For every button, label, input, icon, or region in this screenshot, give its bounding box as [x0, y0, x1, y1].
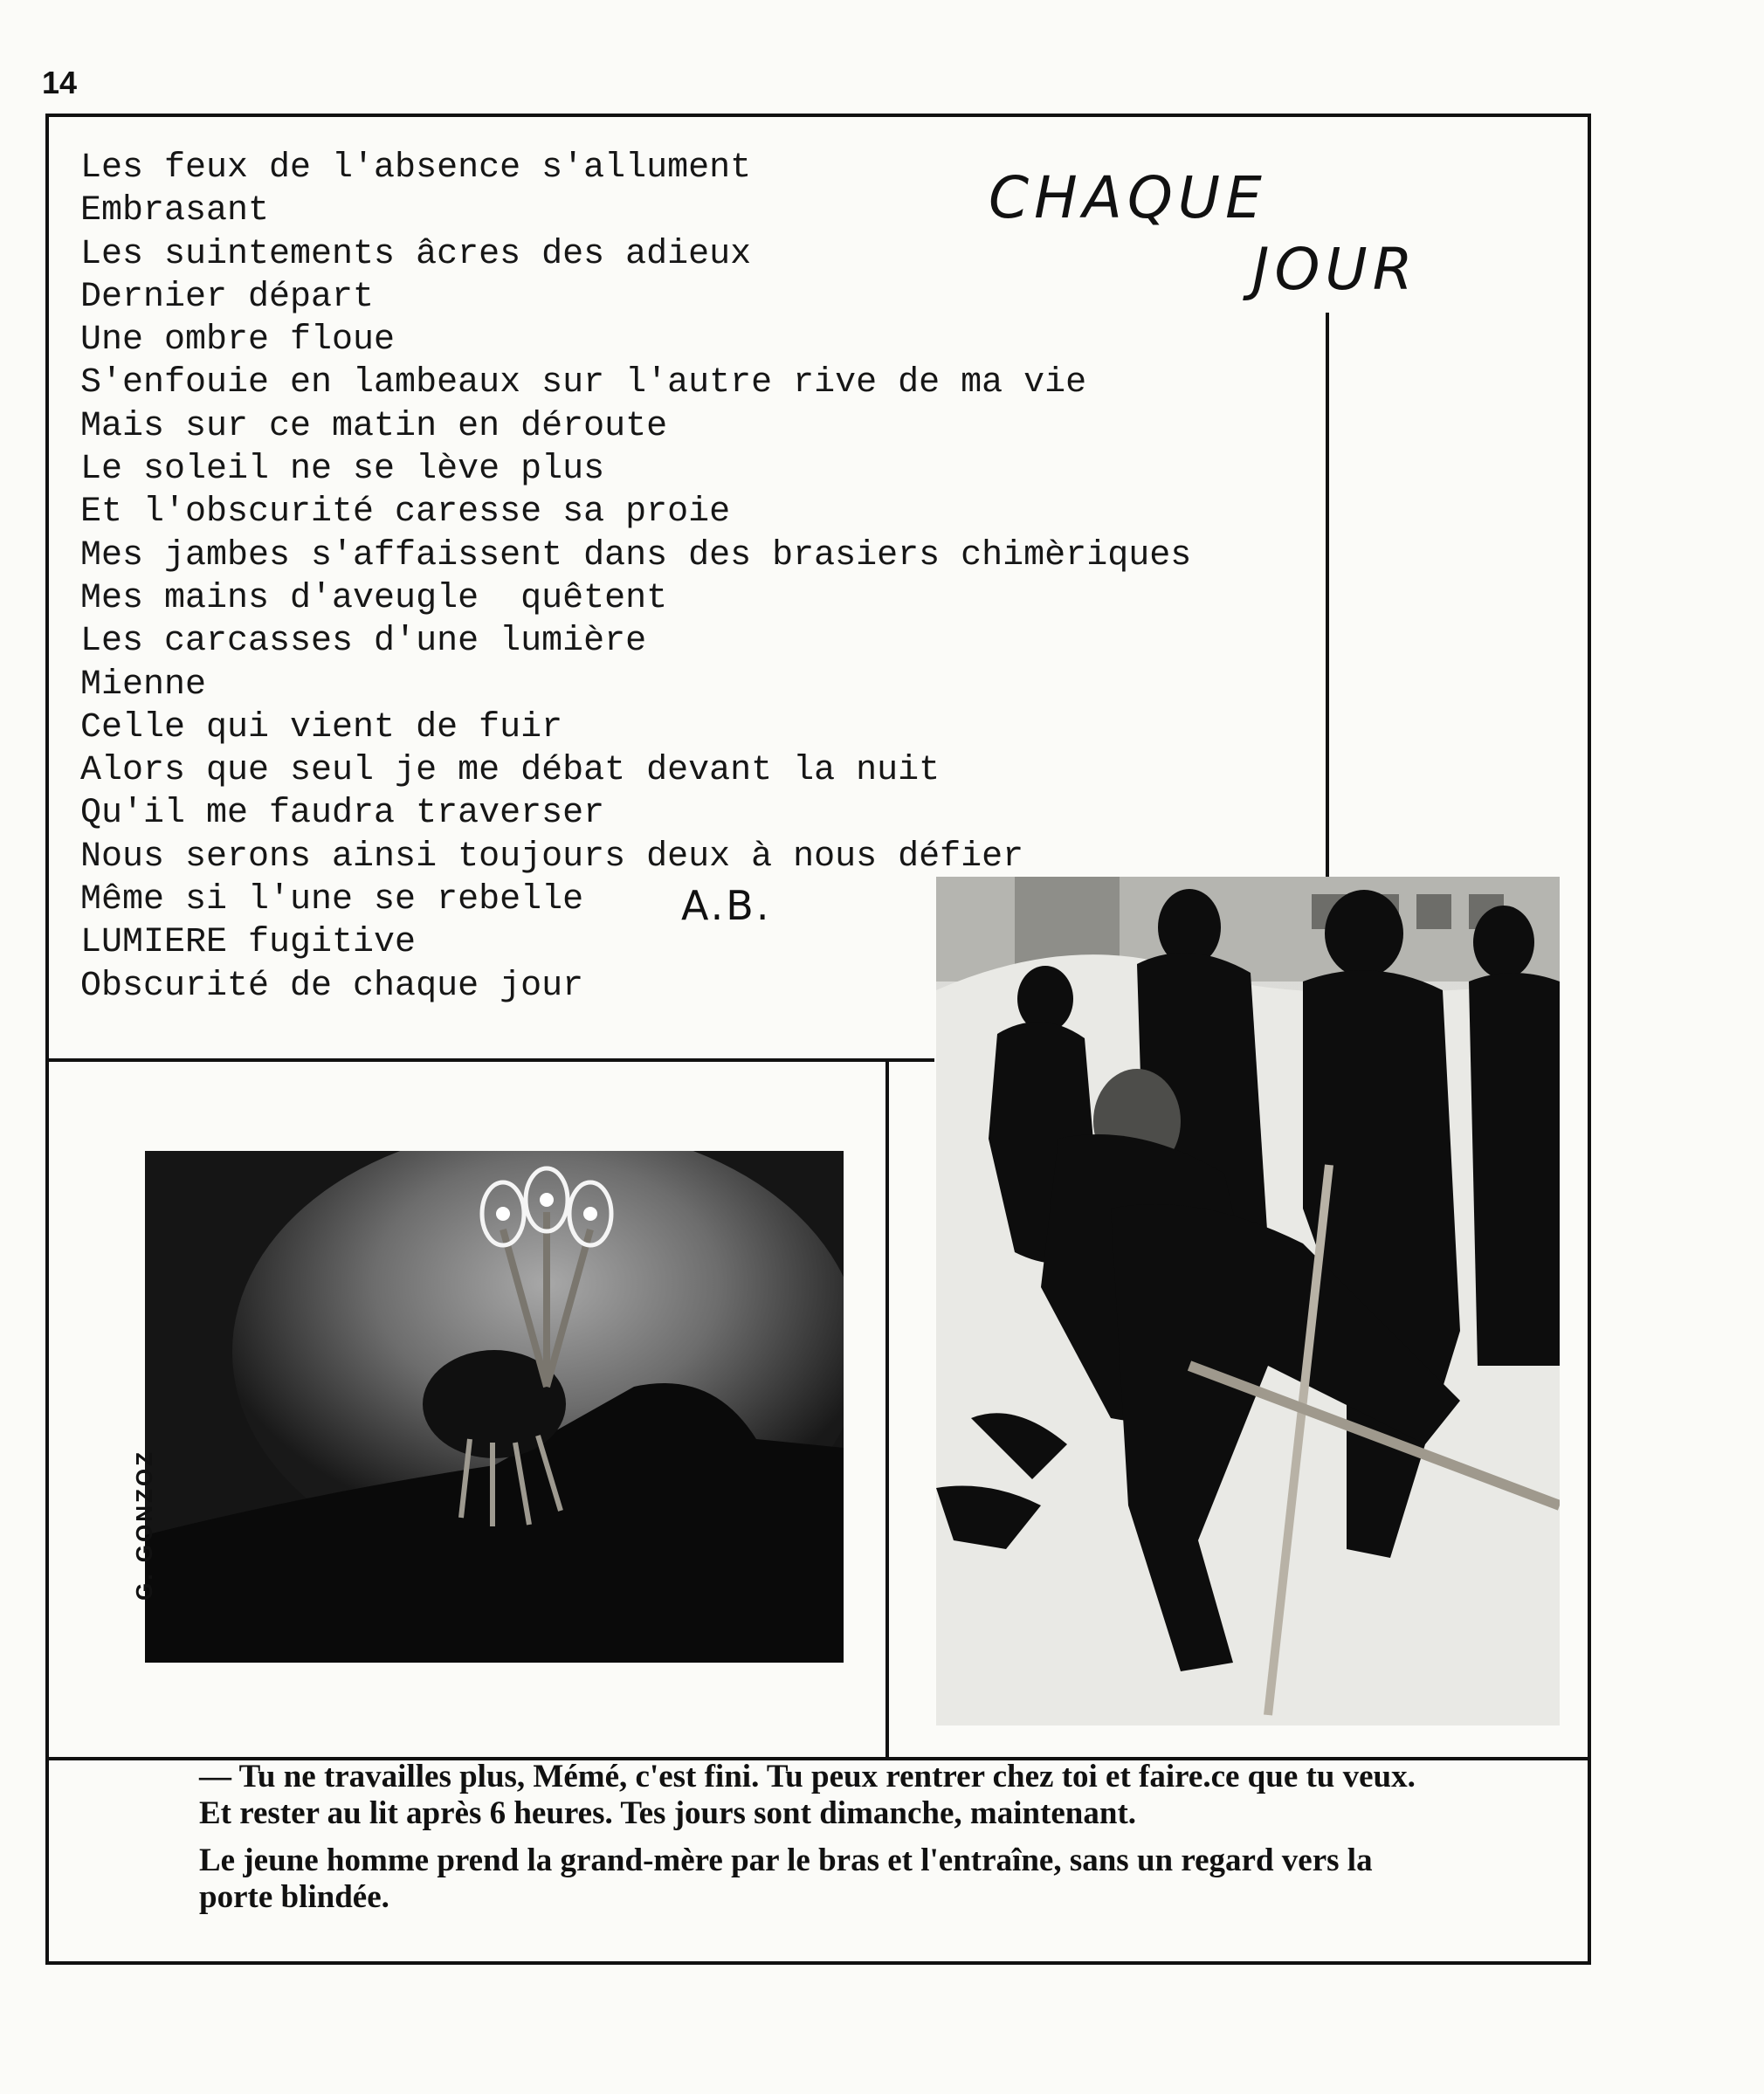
poem-line: Mes jambes s'affaissent dans des brasiers chimèriques — [80, 535, 1192, 575]
candle-creature-artwork — [145, 1151, 844, 1663]
title-divider — [1326, 313, 1329, 877]
poem-line: Mienne — [80, 665, 207, 705]
poem-line: Les suintements âcres des adieux — [80, 234, 752, 274]
poem-line: Embrasant — [80, 191, 270, 231]
page-number: 14 — [42, 65, 78, 100]
poem-line: Les carcasses d'une lumière — [80, 622, 647, 662]
prose-paragraph: Le jeune homme prend la grand-mère par le bras et l'entraîne, sans un regard vers la porte blindée. — [199, 1843, 1373, 1915]
poem-line: Mais sur ce matin en déroute — [80, 406, 668, 446]
poem-signature: A.B. — [681, 882, 772, 929]
artwork-signature: G. GONZOZ — [131, 1450, 157, 1601]
group-snow-photo — [936, 877, 1560, 1725]
poem-line: Qu'il me faudra traverser — [80, 794, 605, 834]
poem-line: Alors que seul je me débat devant la nuit — [80, 751, 941, 791]
prose-excerpt — [199, 1759, 1448, 1926]
poem-line: Celle qui vient de fuir — [80, 707, 563, 747]
poem-line: Et l'obscurité caresse sa proie — [80, 493, 731, 533]
image-divider — [885, 1062, 889, 1760]
poem-line: S'enfouie en lambeaux sur l'autre rive de ma vie — [80, 363, 1087, 403]
poem-line: Même si l'une se rebelle — [80, 880, 584, 920]
poem-line: Nous serons ainsi toujours deux à nous défier — [80, 837, 1024, 877]
poem-line: Mes mains d'aveugle quêtent — [80, 578, 668, 618]
prose-paragraph: — Tu ne travailles plus, Mémé, c'est fini. Tu peux rentrer chez toi et faire.ce que tu veux. Et rester au lit après 6 heures. Tes jours sont dimanche, maintenant. — [199, 1759, 1416, 1831]
poem-line: Le soleil ne se lève plus — [80, 450, 605, 490]
poem-line: Dernier départ — [80, 277, 375, 317]
poem-line: Une ombre floue — [80, 320, 396, 361]
poem-line: Obscurité de chaque jour — [80, 966, 584, 1006]
section-divider — [45, 1058, 934, 1062]
poem-title-line-1: CHAQUE — [989, 164, 1267, 231]
poem-title-line-2: JOUR — [1252, 236, 1418, 303]
poem-line: Les feux de l'absence s'allument — [80, 148, 752, 188]
poem-line: LUMIERE fugitive — [80, 923, 417, 963]
